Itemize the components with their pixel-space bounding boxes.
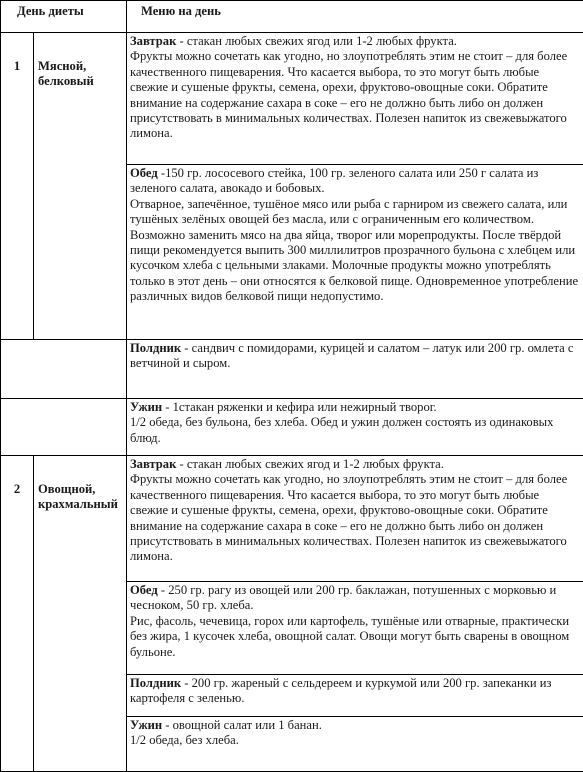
meal-cell <box>127 33 583 165</box>
meal-first-line: - сандвич с помидорами, курицей и салатом – латук или 200 гр. омлета с ветчиной и сыром. <box>130 341 574 370</box>
meal-cell <box>127 675 583 717</box>
meal-first-line: - 200 гр. жареный с сельдереем и куркумой или 200 гр. запеканки из картофеля с зеленью. <box>130 676 551 705</box>
meal-first-line: - стакан любых свежих ягод или 1-2 любых фрукта. <box>176 34 457 48</box>
meal-title: Полдник <box>130 676 181 690</box>
meal-title: Завтрак <box>130 457 176 471</box>
header-menu: Меню на день <box>127 1 583 33</box>
header-day: День диеты <box>1 1 127 33</box>
meal-first-line: - 250 гр. рагу из овощей или 200 гр. баклажан, потушенных с морковью и чесноком, 50 гр. хлеба. <box>130 583 556 612</box>
meal-title: Полдник <box>130 341 181 355</box>
meal-title: Обед <box>130 166 158 180</box>
table-row <box>1 33 583 165</box>
meal-description: Отварное, запечённое, тушёное мясо или рыба с гарниром из свежего салата, или тушёных зелёных овощей без масла, или с ограниченным его количеством. Возможно заменить мясо на два яйца, творог или морепродукты. После твёрдой пищи рекомендуется выпить 300 миллилитров прозрачного бульона с хлебцем или кусочком хлеба с цельными злаками. Молочные продукты можно употреблять только в этот день – они относятся к белковой пище. Одновременное употребление различных видов белковой пищи недопустимо. <box>130 197 580 305</box>
day-name: Мясной, белковый <box>34 33 127 340</box>
meal-first-line: - стакан любых свежих ягод и 1-2 любых фрукта. <box>176 457 444 471</box>
meal-description: Рис, фасоль, чечевица, горох или картофель, тушёные или отварные, практически без жира, 1 кусочек хлеба, овощной салат. Овощи могут быть сварены в овощном бульоне. <box>130 614 580 660</box>
meal-cell <box>127 456 583 582</box>
day-number: 1 <box>1 33 34 340</box>
meal-first-line: -150 гр. лососевого стейка, 100 гр. зеленого салата или 250 г салата из зеленого салата, авокадо и бобовых. <box>130 166 538 195</box>
meal-title: Ужин <box>130 718 162 732</box>
meal-cell <box>127 717 583 772</box>
header-row <box>1 1 583 33</box>
table-row <box>1 340 583 399</box>
meal-title: Ужин <box>130 400 162 414</box>
meal-first-line: - овощной салат или 1 банан. <box>162 718 322 732</box>
meal-cell <box>127 399 583 456</box>
meal-title: Обед <box>130 583 158 597</box>
meal-description: 1/2 обеда, без бульона, без хлеба. Обед и ужин должен состоять из одинаковых блюд. <box>130 415 580 446</box>
empty-cell <box>1 340 127 399</box>
meal-description: 1/2 обеда, без хлеба. <box>130 733 580 748</box>
meal-title: Завтрак <box>130 34 176 48</box>
day-number: 2 <box>1 456 34 772</box>
meal-cell <box>127 582 583 675</box>
table-row <box>1 399 583 456</box>
table-row <box>1 456 583 582</box>
meal-description: Фрукты можно сочетать как угодно, но злоупотреблять этим не стоит – для более качественного пищеварения. Что касается выбора, то это могут быть любые свежие и сушеные фрукты, семена, орехи, фруктово-овощные соки. Обратите внимание на содержание сахара в соке – его не должно быть либо он должен присутствовать в минимальных количествах. Полезен напиток из свежевыжатого лимона. <box>130 49 580 141</box>
meal-cell <box>127 340 583 399</box>
day-name: Овощной, крахмальный <box>34 456 127 772</box>
meal-description: Фрукты можно сочетать как угодно, но злоупотреблять этим не стоит – для более качественного пищеварения. Что касается выбора, то это могут быть любые свежие и сушеные фрукты, семена, орехи, фруктово-овощные соки. Обратите внимание на содержание сахара в соке – его не должно быть либо он должен присутствовать в минимальных количествах. Полезен напиток из свежевыжатого лимона. <box>130 472 580 564</box>
meal-first-line: - 1стакан ряженки и кефира или нежирный творог. <box>162 400 437 414</box>
empty-cell <box>1 399 127 456</box>
meal-cell <box>127 165 583 340</box>
